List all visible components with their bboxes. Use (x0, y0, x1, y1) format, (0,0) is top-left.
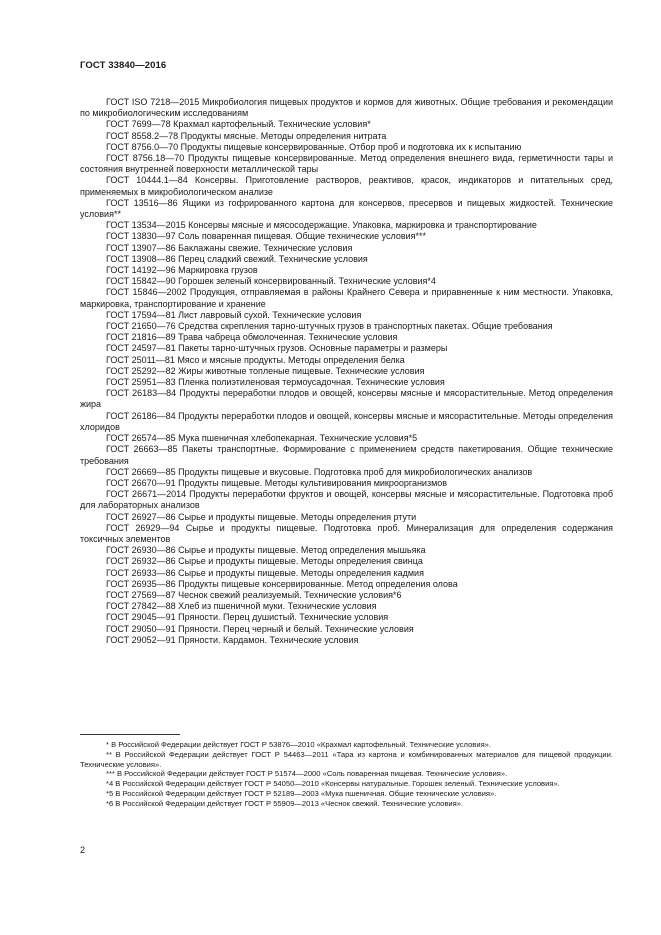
reference-item: ГОСТ 26663—85 Пакеты транспортные. Формирование с применением средств пакетирования. Общие технические требования (80, 444, 613, 466)
reference-item: ГОСТ 21816—89 Трава чабреца обмолоченная. Технические условия (106, 332, 398, 343)
reference-item: ГОСТ 26183—84 Продукты переработки плодов и овощей, консервы мясные и мясорастительные. Метод определения жира (80, 388, 613, 410)
reference-item: ГОСТ 17594—81 Лист лавровый сухой. Технические условия (106, 309, 362, 320)
reference-item: ГОСТ 10444.1—84 Консервы. Приготовление растворов, реактивов, красок, индикаторов и питательных сред, применяемых в микробиологическом анализе (80, 175, 613, 197)
reference-item: ГОСТ 26574—85 Мука пшеничная хлебопекарная. Технические условия*5 (106, 433, 418, 444)
reference-item: ГОСТ 26933—86 Сырье и продукты пищевые. Методы определения кадмия (106, 567, 424, 578)
reference-item: ГОСТ 13830—97 Соль поваренная пищевая. Общие технические условия*** (106, 231, 427, 242)
reference-item: ГОСТ 26186—84 Продукты переработки плодов и овощей, консервы мясные и мясорастительные. Методы определения хлоридов (80, 410, 613, 432)
reference-item: ГОСТ 27842—88 Хлеб из пшеничной муки. Технические условия (106, 601, 377, 612)
footnote: *** В Российской Федерации действует ГОСТ Р 51574—2000 «Соль поваренная пищевая. Технические условия». (106, 769, 508, 779)
footnote-separator (80, 734, 180, 735)
reference-item: ГОСТ 26671—2014 Продукты переработки фруктов и овощей, консервы мясные и мясорастительные. Подготовка проб для лабораторных анализов (80, 489, 613, 511)
reference-item: ГОСТ 25011—81 Мясо и мясные продукты. Методы определения белка (106, 354, 405, 365)
reference-item: ГОСТ 29052—91 Пряности. Кардамон. Технические условия (106, 634, 359, 645)
reference-item: ГОСТ 26935—86 Продукты пищевые консервированные. Метод определения олова (106, 578, 458, 589)
reference-item: ГОСТ 8756.0—70 Продукты пищевые консервированные. Отбор проб и подготовка их к испытанию (106, 141, 522, 152)
reference-item: ГОСТ 13516—86 Ящики из гофрированного картона для консервов, пресервов и пищевых жидкостей. Технические условия** (80, 197, 613, 220)
footnote: * В Российской Федерации действует ГОСТ Р 53876—2010 «Крахмал картофельный. Технические условия». (106, 740, 492, 749)
reference-item: ГОСТ 15846—2002 Продукция, отправляемая в районы Крайнего Севера и приравненные к ним местности. Упаковка, маркировка, транспортирование и хранение (80, 287, 613, 309)
footnotes (80, 740, 613, 809)
reference-item: ГОСТ 26932—86 Сырье и продукты пищевые. Методы определения свинца (106, 556, 423, 567)
footnote: *6 В Российской Федерации действует ГОСТ Р 55909—2013 «Чеснок свежий. Технические условия». (106, 798, 464, 808)
reference-item: ГОСТ 15842—90 Горошек зеленый консервированный. Технические условия*4 (106, 276, 436, 287)
reference-item: ГОСТ 26929—94 Сырье и продукты пищевые. Подготовка проб. Минерализация для определения содержания токсичных элементов (80, 522, 613, 544)
reference-item: ГОСТ 14192—96 Маркировка грузов (106, 265, 258, 276)
reference-item: ГОСТ 21650—76 Средства скрепления тарно-штучных грузов в транспортных пакетах. Общие требования (106, 321, 553, 332)
reference-item: ГОСТ 13534—2015 Консервы мясные и мясосодержащие. Упаковка, маркировка и транспортирование (106, 220, 537, 231)
reference-item: ГОСТ 29045—91 Пряности. Перец душистый. Технические условия (106, 612, 389, 623)
reference-item: ГОСТ 25292—82 Жиры животные топленые пищевые. Технические условия (106, 365, 425, 376)
footnote: *5 В Российской Федерации действует ГОСТ Р 52189—2003 «Мука пшеничная. Общие технические условия». (106, 788, 497, 798)
reference-item: ГОСТ 8756.18—70 Продукты пищевые консервированные. Метод определения внешнего вида, герметичности тары и состояния внутренней поверхности металлической тары (80, 153, 613, 175)
reference-item: ГОСТ 13908—86 Перец сладкий свежий. Технические условия (106, 253, 368, 264)
reference-item: ГОСТ 7699—78 Крахмал картофельный. Технические условия* (106, 119, 371, 130)
reference-item: ГОСТ 26669—85 Продукты пищевые и вкусовые. Подготовка проб для микробиологических анализов (106, 466, 533, 477)
normative-references-list (80, 97, 613, 646)
reference-item: ГОСТ ISO 7218—2015 Микробиология пищевых продуктов и кормов для животных. Общие требования и рекомендации по микробиологическим исследованиям (80, 97, 613, 119)
footnote: *4 В Российской Федерации действует ГОСТ Р 54050—2010 «Консервы натуральные. Горошек зеленый. Технические условия». (106, 779, 560, 789)
reference-item: ГОСТ 24597—81 Пакеты тарно-штучных грузов. Основные параметры и размеры (106, 343, 448, 354)
reference-item: ГОСТ 8558.2—78 Продукты мясные. Методы определения нитрата (106, 130, 387, 141)
reference-item: ГОСТ 27569—87 Чеснок свежий реализуемый. Технические условия*6 (106, 589, 402, 600)
footnote: ** В Российской Федерации действует ГОСТ Р 54463—2011 «Тара из картона и комбинированных материалов для пищевой продукции. Технические условия». (80, 749, 613, 769)
reference-item: ГОСТ 26670—91 Продукты пищевые. Методы культивирования микроорганизмов (106, 477, 448, 488)
document-header: ГОСТ 33840—2016 (80, 60, 167, 71)
reference-item: ГОСТ 26927—86 Сырье и продукты пищевые. Методы определения ртути (106, 511, 417, 522)
reference-item: ГОСТ 13907—86 Баклажаны свежие. Технические условия (106, 242, 353, 253)
reference-item: ГОСТ 26930—86 Сырье и продукты пищевые. Метод определения мышьяка (106, 545, 426, 556)
reference-item: ГОСТ 29050—91 Пряности. Перец черный и белый. Технические условия (106, 623, 414, 634)
reference-item: ГОСТ 25951—83 Пленка полиэтиленовая термоусадочная. Технические условия (106, 377, 445, 388)
page-number: 2 (80, 845, 86, 855)
